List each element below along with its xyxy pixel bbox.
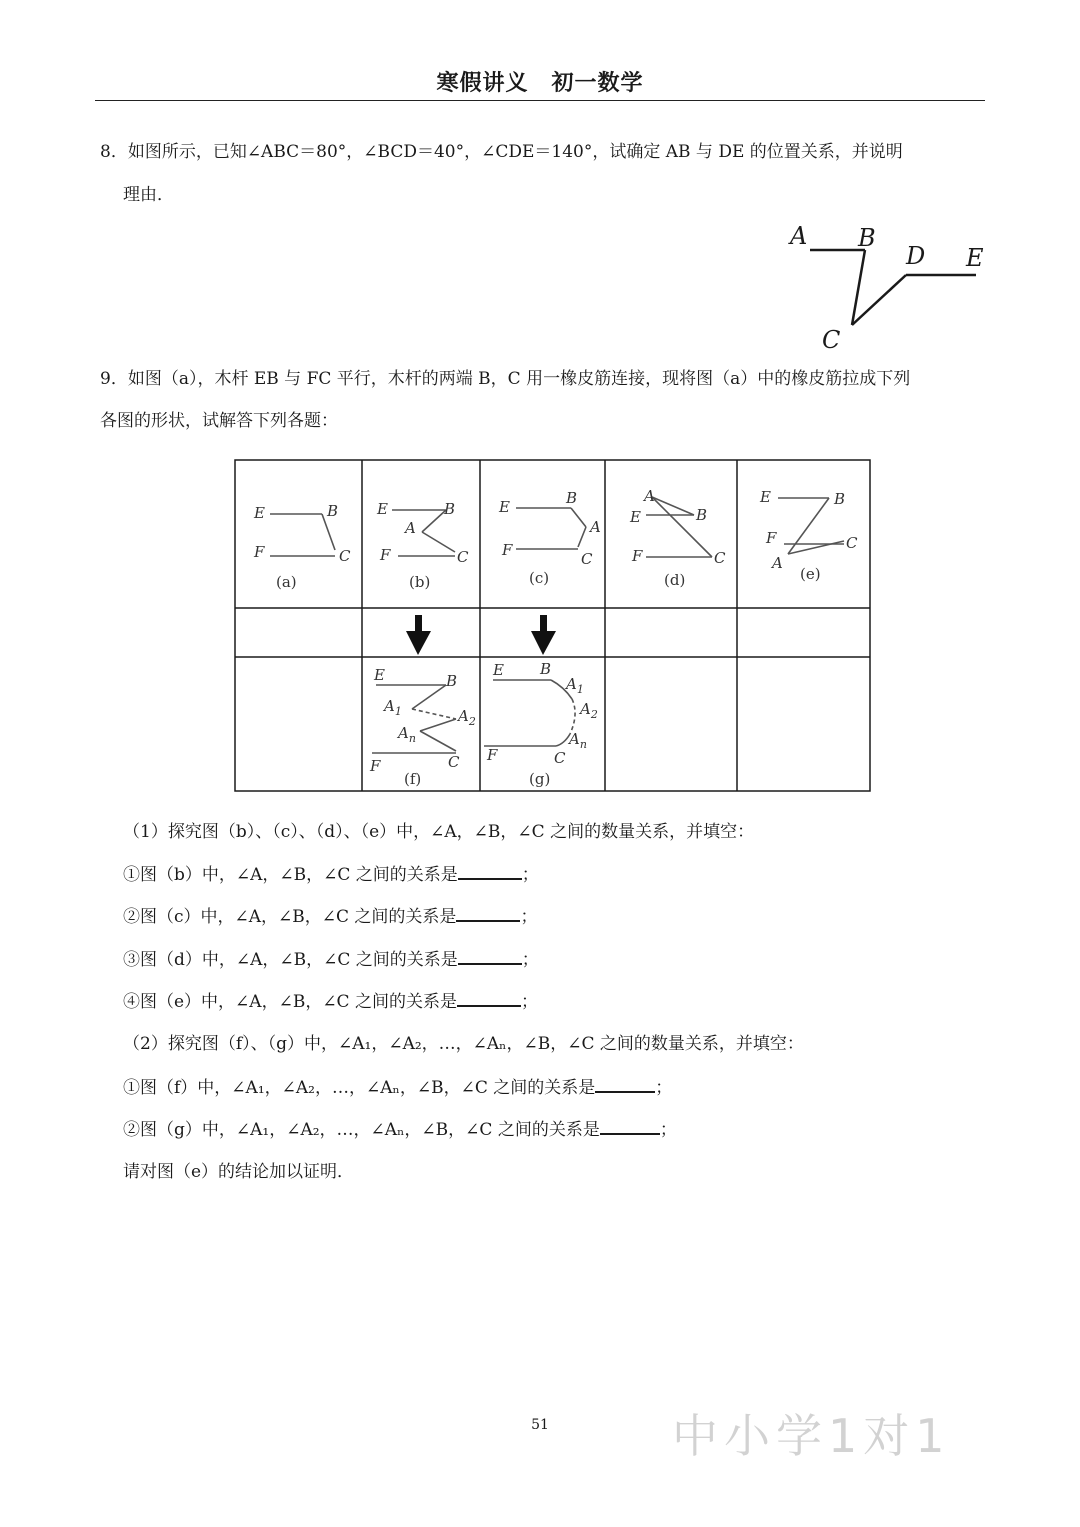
figure-a-lines	[270, 514, 335, 556]
q9-figure-table	[234, 459, 874, 795]
answer-blank[interactable]	[595, 1075, 655, 1093]
answer-blank[interactable]	[458, 947, 522, 965]
fig-f-label-f: F	[370, 757, 381, 775]
fig-d-label-c: C	[714, 549, 726, 567]
q8-text-line2: 理由．	[123, 185, 174, 205]
figure-g-lines	[484, 680, 575, 746]
fig-d-label-e: E	[630, 508, 641, 526]
caption-e: (e)	[800, 565, 821, 583]
down-arrow-icon	[531, 615, 556, 655]
fig-f-label-a1: $A_1$	[384, 697, 402, 718]
answer-blank[interactable]	[456, 904, 520, 922]
fig-a-label-b: B	[327, 502, 339, 520]
fig-b-label-a: A	[405, 519, 416, 537]
proof-instruction: 请对图（e）的结论加以证明．	[123, 1162, 355, 1182]
fig-e-label-b: B	[834, 490, 846, 508]
fig-f-label-an: $A_n$	[398, 724, 416, 745]
fig-c-label-b: B	[566, 489, 578, 507]
page-number: 51	[531, 1417, 549, 1433]
fig-d-label-a: A	[644, 487, 655, 505]
label-e: E	[966, 244, 984, 272]
fig-g-label-a2: $A_2$	[580, 700, 598, 721]
fig-f-label-b: B	[446, 672, 458, 690]
fig-b-label-c: C	[457, 548, 469, 566]
caption-g: (g)	[529, 770, 551, 788]
q9-text-line1: 9．如图（a），木杆 EB 与 FC 平行，木杆的两端 B，C 用一橡皮筋连接，现将图（a）中的橡皮筋拉成下列	[100, 369, 911, 389]
watermark: 中小学1对1	[672, 1409, 951, 1463]
figure-c-lines	[516, 508, 586, 549]
part2-item-1: ①图（f）中，∠A₁，∠A₂，…，∠Aₙ，∠B，∠C 之间的关系是 ；	[123, 1075, 672, 1100]
fig-f-label-e: E	[374, 666, 385, 684]
fig-e-label-f: F	[766, 529, 777, 547]
caption-f: (f)	[404, 770, 422, 788]
down-arrow-icon	[406, 615, 431, 655]
caption-b: (b)	[409, 573, 431, 591]
header-rule	[95, 100, 985, 101]
fig-g-label-an: $A_n$	[569, 730, 587, 751]
fig-a-label-f: F	[254, 543, 265, 561]
fig-c-label-a: A	[590, 518, 601, 536]
fig-b-label-b: B	[444, 500, 456, 518]
part1-item-1: ①图（b）中，∠A，∠B，∠C 之间的关系是 ；	[123, 862, 539, 887]
q8-text-line1: 8．如图所示，已知∠ABC＝80°，∠BCD＝40°，∠CDE＝140°，试确定 AB 与 DE 的位置关系，并说明	[100, 142, 903, 162]
fig-c-label-f: F	[502, 541, 513, 559]
part1-item-3: ③图（d）中，∠A，∠B，∠C 之间的关系是 ；	[123, 947, 539, 972]
caption-d: (d)	[664, 571, 686, 589]
caption-a: (a)	[276, 573, 297, 591]
fig-g-label-f: F	[487, 746, 498, 764]
fig-f-label-a2: $A_2$	[458, 707, 476, 728]
fig-e-label-e: E	[760, 488, 771, 506]
answer-blank[interactable]	[458, 862, 522, 880]
fig-e-label-a: A	[772, 554, 783, 572]
part2-item-2: ②图（g）中，∠A₁，∠A₂，…，∠Aₙ，∠B，∠C 之间的关系是 ；	[123, 1117, 677, 1142]
fig-g-label-c: C	[554, 749, 566, 767]
fig-c-label-e: E	[499, 498, 510, 516]
part2-intro: （2）探究图（f）、（g）中，∠A₁，∠A₂，…，∠Aₙ，∠B，∠C 之间的数量关系，并填空：	[123, 1034, 804, 1054]
fig-g-label-b: B	[540, 660, 552, 678]
label-a: A	[790, 222, 808, 250]
caption-c: (c)	[529, 569, 550, 587]
fig-f-label-c: C	[448, 753, 460, 771]
fig-c-label-c: C	[581, 550, 593, 568]
part1-item-2: ②图（c）中，∠A，∠B，∠C 之间的关系是 ；	[123, 904, 537, 929]
part1-item-4: ④图（e）中，∠A，∠B，∠C 之间的关系是 ；	[123, 989, 538, 1014]
label-c: C	[822, 326, 841, 354]
answer-blank[interactable]	[457, 989, 521, 1007]
fig-d-label-f: F	[632, 547, 643, 565]
fig-d-label-b: B	[696, 506, 708, 524]
page-header-title: 寒假讲义 初一数学	[436, 71, 644, 96]
fig-e-label-c: C	[846, 534, 858, 552]
part1-intro: （1）探究图（b）、（c）、（d）、（e）中，∠A，∠B，∠C 之间的数量关系，并填空：	[123, 822, 755, 842]
q9-text-line2: 各图的形状，试解答下列各题：	[100, 411, 338, 431]
fig-g-label-a1: $A_1$	[566, 675, 584, 696]
down-arrows	[406, 615, 556, 655]
label-d: D	[906, 242, 926, 270]
fig-b-label-f: F	[380, 546, 391, 564]
answer-blank[interactable]	[600, 1117, 660, 1135]
fig-g-label-e: E	[493, 661, 504, 679]
label-b: B	[858, 224, 876, 252]
q8-figure	[780, 220, 990, 355]
fig-a-label-e: E	[254, 504, 265, 522]
fig-b-label-e: E	[377, 500, 388, 518]
fig-a-label-c: C	[339, 547, 351, 565]
